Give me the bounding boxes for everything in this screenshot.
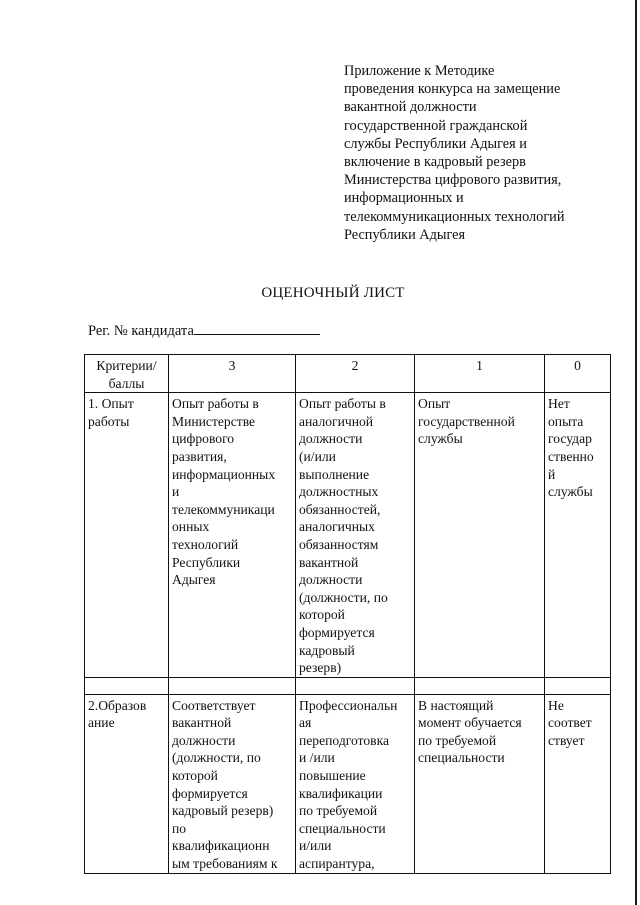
header-criteria: Критерии/ баллы [85,355,169,393]
score-1-cell: В настоящий момент обучается по требуемой специальности [415,694,545,873]
spacer-cell [169,677,296,694]
table-row-experience [85,393,611,678]
score-3-cell: Опыт работы в Министерстве цифрового развития, информационных и телекоммуникаци онных технологий Республики Адыгея [169,393,296,678]
table-row-education [85,694,611,873]
appendix-line: Министерства цифрового развития, [344,172,562,189]
spacer-cell [545,677,611,694]
appendix-line: проведения конкурса на замещение [344,81,561,98]
registration-number-row [88,320,320,340]
score-0-cell: Нет опыта государ ственно й службы [545,393,611,678]
score-2-cell: Опыт работы в аналогичной должности (и/или выполнение должностных обязанностей, аналогичных обязанностям вакантной должности (должности, по которой формируется кадровый резерв) [296,393,415,678]
document-title: ОЦЕНОЧНЫЙ ЛИСТ [261,285,405,301]
appendix-line: государственной гражданской [344,117,528,134]
registration-number-blank [194,320,320,335]
registration-number-label: Рег. № кандидата [88,323,194,339]
score-1-cell: Опыт государственной службы [415,393,545,678]
appendix-note [344,62,604,244]
table-header-row [85,355,611,393]
appendix-line: Приложение к Методике [344,63,495,79]
header-score-0: 0 [545,355,611,393]
score-2-cell: Профессиональн ая переподготовка и /или повышение квалификации по требуемой специальности и/или аспирантура, [296,694,415,873]
appendix-line: телекоммуникационных технологий [344,208,565,225]
score-0-cell: Не соответ ствует [545,694,611,873]
score-3-cell: Соответствует вакантной должности (должности, по которой формируется кадровый резерв) по квалификационн ым требованиям к [169,694,296,873]
spacer-cell [415,677,545,694]
criterion-cell: 2.Образов ание [85,694,169,873]
scan-edge-line [635,0,637,905]
spacer-cell [296,677,415,694]
appendix-line: службы Республики Адыгея и [344,135,527,152]
table-spacer-row [85,677,611,694]
appendix-line: информационных и [344,190,464,207]
header-score-1: 1 [415,355,545,393]
header-score-3: 3 [169,355,296,393]
evaluation-table [84,354,611,874]
appendix-line: вакантной должности [344,99,477,116]
appendix-line: включение в кадровый резерв [344,154,526,171]
criterion-cell: 1. Опыт работы [85,393,169,678]
appendix-line: Республики Адыгея [344,226,466,243]
spacer-cell [85,677,169,694]
header-score-2: 2 [296,355,415,393]
